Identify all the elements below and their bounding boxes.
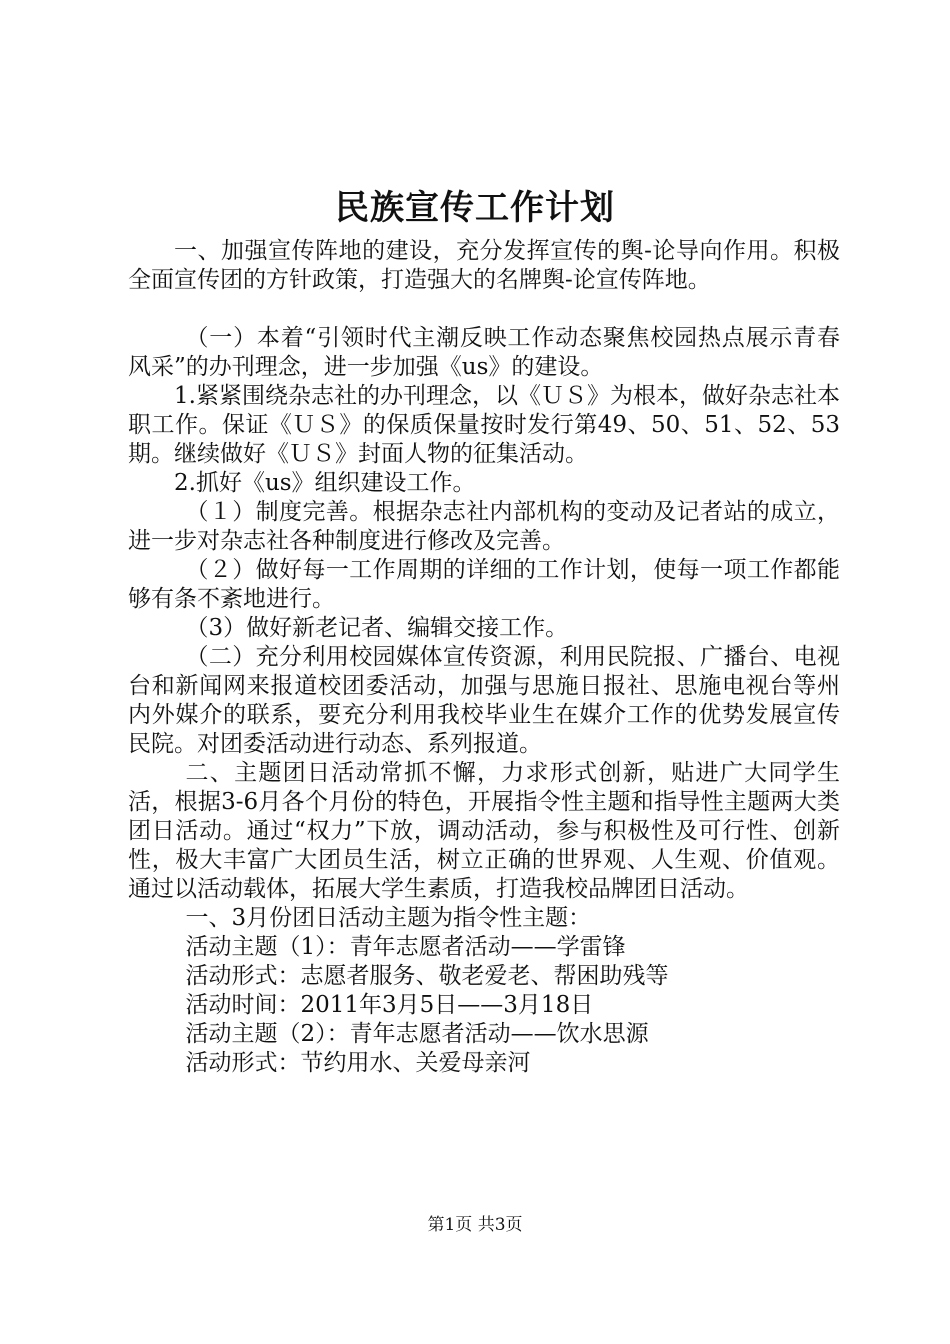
paragraph-1: 一、加强宣传阵地的建设，充分发挥宣传的舆-论导向作用。积极全面宣传团的方针政策，打造强大的名牌舆-论宣传阵地。	[128, 238, 840, 293]
paragraph-8: （二）充分利用校园媒体宣传资源，利用民院报、广播台、电视台和新闻网来报道校团委活动，加强与思施日报社、思施电视台等州内外媒介的联系，要充分利用我校毕业生在媒介工作的优势发展宣传民院。对团委活动进行动态、系列报道。	[128, 644, 840, 757]
paragraph-3: 1.紧紧围绕杂志社的办刊理念，以《ＵＳ》为根本，做好杂志社本职工作。保证《ＵＳ》的保质保量按时发行第49、50、51、52、53期。继续做好《ＵＳ》封面人物的征集活动。	[128, 383, 840, 467]
document-title: 民族宣传工作计划	[335, 188, 615, 228]
paragraph-10: 一、3月份团日活动主题为指令性主题：	[185, 905, 592, 931]
paragraph-11: 活动主题（1）：青年志愿者活动——学雷锋	[185, 934, 626, 960]
paragraph-2: （一）本着“引领时代主潮反映工作动态聚焦校园热点展示青春风采”的办刊理念，进一步加强《us》的建设。	[128, 325, 840, 380]
paragraph-5: （１）制度完善。根据杂志社内部机构的变动及记者站的成立，进一步对杂志社各种制度进行修改及完善。	[128, 499, 840, 554]
paragraph-13: 活动时间：2011年3月5日——3月18日	[185, 992, 594, 1018]
paragraph-4: 2.抓好《us》组织建设工作。	[174, 470, 476, 496]
paragraph-12: 活动形式：志愿者服务、敬老爱老、帮困助残等	[185, 963, 669, 989]
paragraph-15: 活动形式：节约用水、关爱母亲河	[185, 1050, 531, 1076]
paragraph-14: 活动主题（2）：青年志愿者活动——饮水思源	[185, 1021, 649, 1047]
paragraph-9: 二、主题团日活动常抓不懈，力求形式创新，贴进广大同学生活，根据3-6月各个月份的特色，开展指令性主题和指导性主题两大类团日活动。通过“权力”下放，调动活动，参与积极性及可行性、创新性，极大丰富广大团员生活，树立正确的世界观、人生观、价值观。通过以活动载体，拓展大学生素质，打造我校品牌团日活动。	[128, 760, 840, 902]
paragraph-7: （3）做好新老记者、编辑交接工作。	[185, 615, 569, 641]
paragraph-6: （２）做好每一工作周期的详细的工作计划，使每一项工作都能够有条不紊地进行。	[128, 557, 840, 612]
document-body	[128, 237, 840, 1078]
page-footer: 第1页 共3页	[427, 1215, 523, 1235]
